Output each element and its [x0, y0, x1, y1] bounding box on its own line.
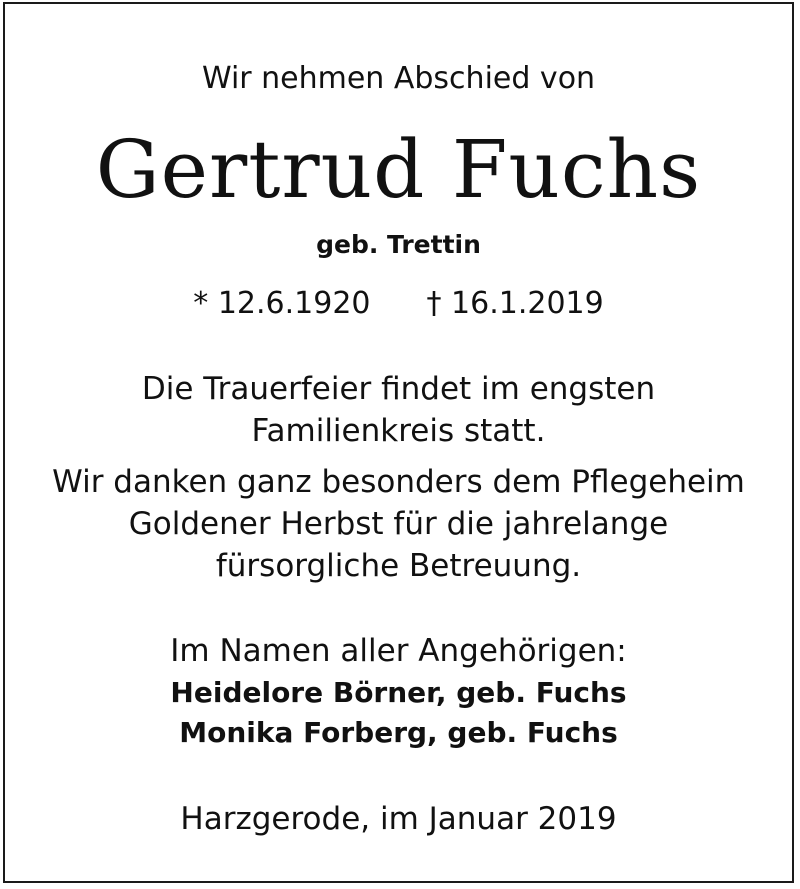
funeral-text-line-2: Familienkreis statt.	[251, 413, 546, 449]
thanks-text-line-2: Goldener Herbst für die jahrelange	[128, 506, 669, 542]
obituary-notice	[3, 2, 794, 883]
place-and-date: Harzgerode, im Januar 2019	[180, 801, 617, 837]
relative-name-1: Heidelore Börner, geb. Fuchs	[170, 676, 627, 709]
thanks-text-line-1: Wir danken ganz besonders dem Pflegeheim	[52, 464, 745, 500]
birth-date: * 12.6.1920	[193, 286, 371, 321]
maiden-name: geb. Trettin	[316, 230, 481, 259]
thanks-text-line-3: fürsorgliche Betreuung.	[215, 548, 582, 584]
deceased-name: Gertrud Fuchs	[95, 123, 702, 216]
relatives-intro: Im Namen aller Angehörigen:	[170, 633, 627, 669]
death-date: † 16.1.2019	[426, 286, 604, 321]
life-dates	[5, 286, 792, 321]
funeral-text-line-1: Die Trauerfeier findet im engsten	[141, 371, 656, 407]
intro-text: Wir nehmen Abschied von	[201, 61, 596, 96]
relative-name-2: Monika Forberg, geb. Fuchs	[179, 716, 618, 749]
